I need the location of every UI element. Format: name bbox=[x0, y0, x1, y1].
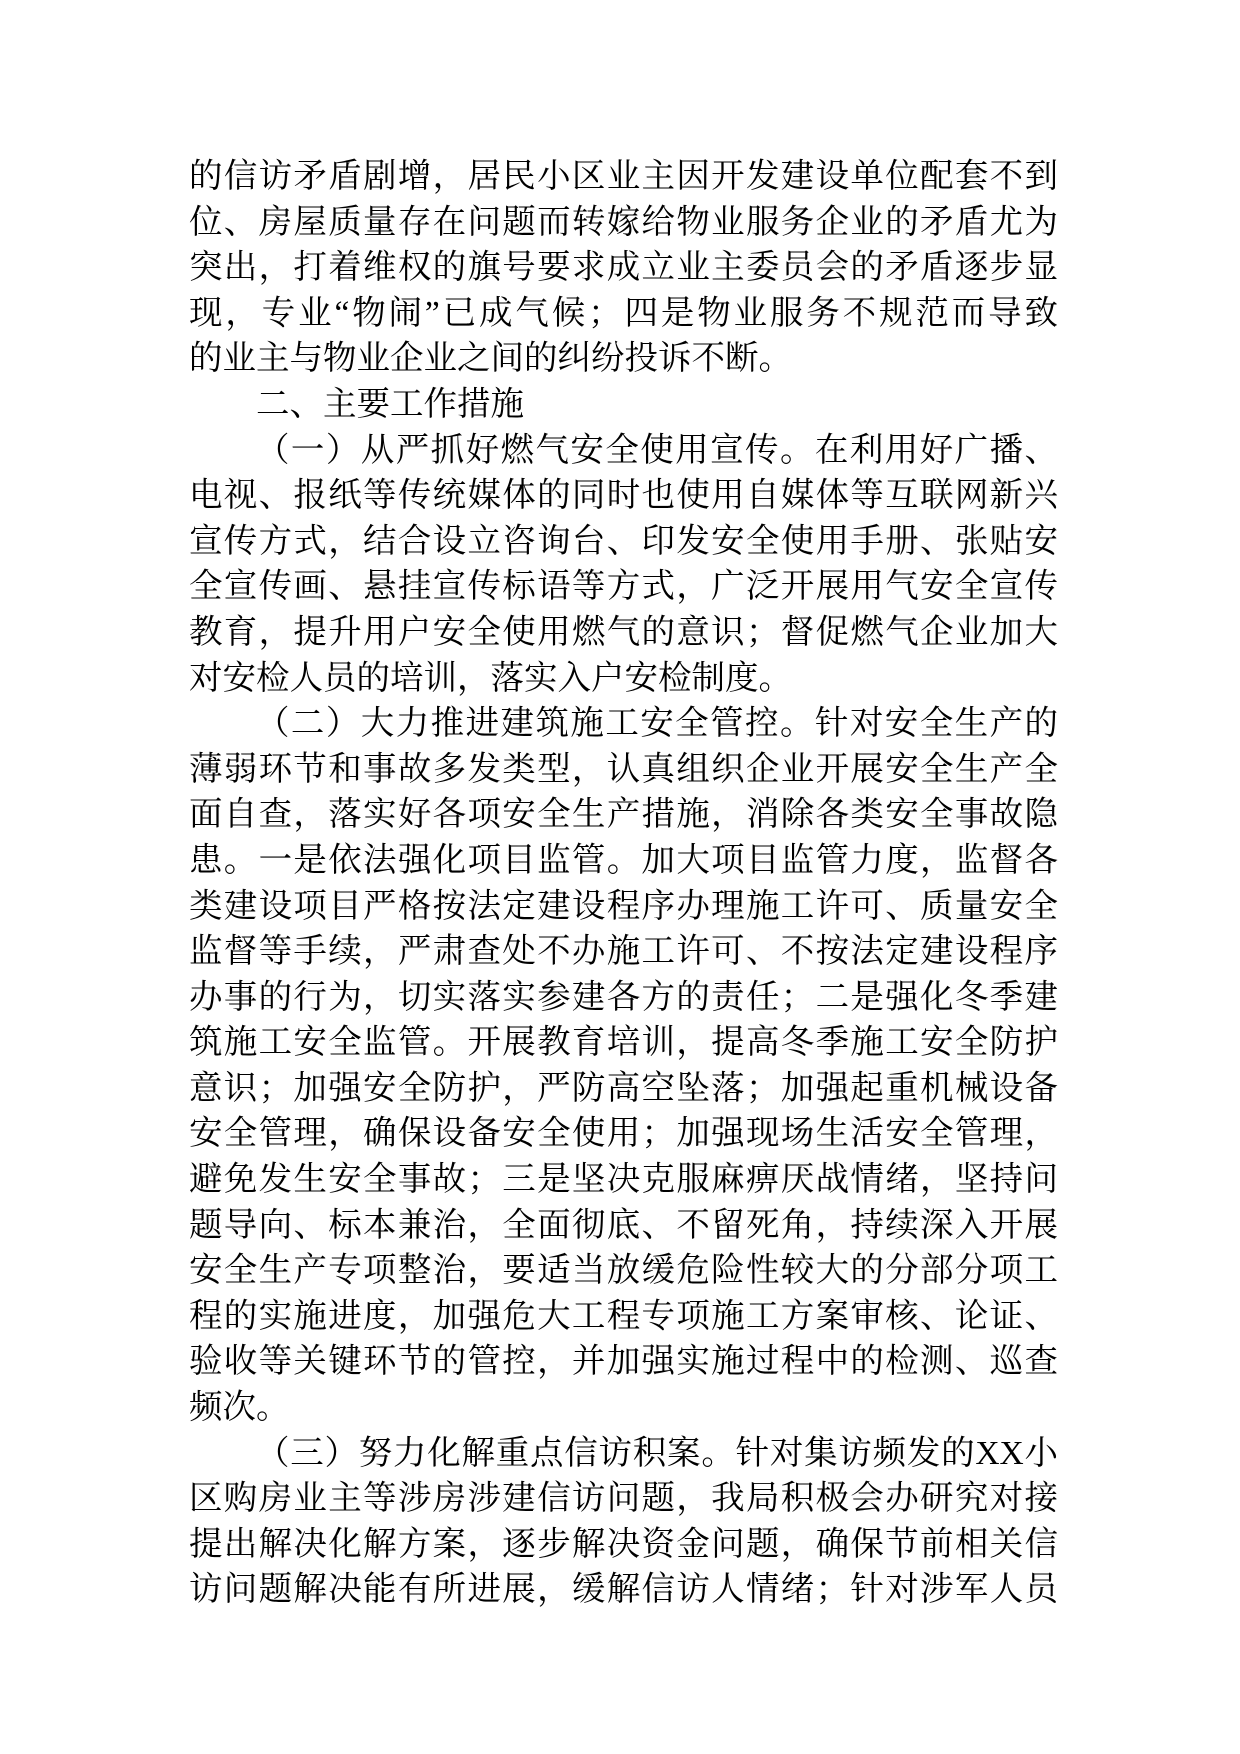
text-line: 程的实施进度，加强危大工程专项施工方案审核、论证、 bbox=[189, 1297, 1058, 1335]
text-line: 全宣传画、悬挂宣传标语等方式，广泛开展用气安全宣传 bbox=[189, 568, 1058, 606]
section-heading bbox=[189, 382, 1058, 428]
heading-text: 二、主要工作措施 bbox=[256, 385, 524, 423]
text-line: 宣传方式，结合设立咨询台、印发安全使用手册、张贴安 bbox=[189, 522, 1058, 560]
paragraph-continued bbox=[189, 154, 1058, 382]
text-line: 位、房屋质量存在问题而转嫁给物业服务企业的矛盾尤为 bbox=[189, 203, 1058, 241]
text-line: 筑施工安全监管。开展教育培训，提高冬季施工安全防护 bbox=[189, 1024, 1058, 1062]
text-line: 对安检人员的培训，落实入户安检制度。 bbox=[189, 659, 792, 697]
text-line: 频次。 bbox=[189, 1389, 290, 1427]
text-line: 电视、报纸等传统媒体的同时也使用自媒体等互联网新兴 bbox=[189, 477, 1058, 515]
text-line: 安全管理，确保设备安全使用；加强现场生活安全管理， bbox=[189, 1115, 1058, 1153]
text-line: 的信访矛盾剧增，居民小区业主因开发建设单位配套不到 bbox=[189, 158, 1058, 195]
text-line: 访问题解决能有所进展，缓解信访人情绪；针对涉军人员 bbox=[189, 1571, 1058, 1609]
text-line: 避免发生安全事故；三是坚决克服麻痹厌战情绪，坚持问 bbox=[189, 1161, 1058, 1199]
text-line: （三）努力化解重点信访积案。针对集访频发的XX小 bbox=[256, 1434, 1058, 1472]
text-line: 监督等手续，严肃查处不办施工许可、不按法定建设程序 bbox=[189, 933, 1058, 971]
text-line: 薄弱环节和事故多发类型，认真组织企业开展安全生产全 bbox=[189, 750, 1058, 788]
body-text bbox=[189, 154, 1058, 1613]
text-line: 办事的行为，切实落实参建各方的责任；二是强化冬季建 bbox=[189, 978, 1058, 1016]
text-line: 安全生产专项整治，要适当放缓危险性较大的分部分项工 bbox=[189, 1252, 1058, 1290]
text-line: 患。一是依法强化项目监管。加大项目监管力度，监督各 bbox=[189, 841, 1058, 879]
text-line: 提出解决化解方案，逐步解决资金问题，确保节前相关信 bbox=[189, 1525, 1058, 1563]
text-line: （一）从严抓好燃气安全使用宣传。在利用好广播、 bbox=[256, 431, 1058, 469]
paragraph-petition-cases bbox=[189, 1431, 1058, 1613]
paragraph-gas-safety bbox=[189, 428, 1058, 702]
paragraph-construction-safety bbox=[189, 701, 1058, 1431]
text-line: 现，专业“物闹”已成气候；四是物业服务不规范而导致 bbox=[189, 294, 1058, 332]
text-line: 的业主与物业企业之间的纠纷投诉不断。 bbox=[189, 340, 792, 378]
text-line: （二）大力推进建筑施工安全管控。针对安全生产的 bbox=[256, 705, 1058, 743]
text-line: 题导向、标本兼治，全面彻底、不留死角，持续深入开展 bbox=[189, 1206, 1058, 1244]
text-line: 突出，打着维权的旗号要求成立业主委员会的矛盾逐步显 bbox=[189, 249, 1058, 287]
text-line: 意识；加强安全防护，严防高空坠落；加强起重机械设备 bbox=[189, 1069, 1058, 1107]
text-line: 类建设项目严格按法定建设程序办理施工许可、质量安全 bbox=[189, 887, 1058, 925]
text-line: 验收等关键环节的管控，并加强实施过程中的检测、巡查 bbox=[189, 1343, 1058, 1381]
text-line: 面自查，落实好各项安全生产措施，消除各类安全事故隐 bbox=[189, 796, 1058, 834]
text-line: 区购房业主等涉房涉建信访问题，我局积极会办研究对接 bbox=[189, 1480, 1058, 1518]
text-line: 教育，提升用户安全使用燃气的意识；督促燃气企业加大 bbox=[189, 613, 1058, 651]
